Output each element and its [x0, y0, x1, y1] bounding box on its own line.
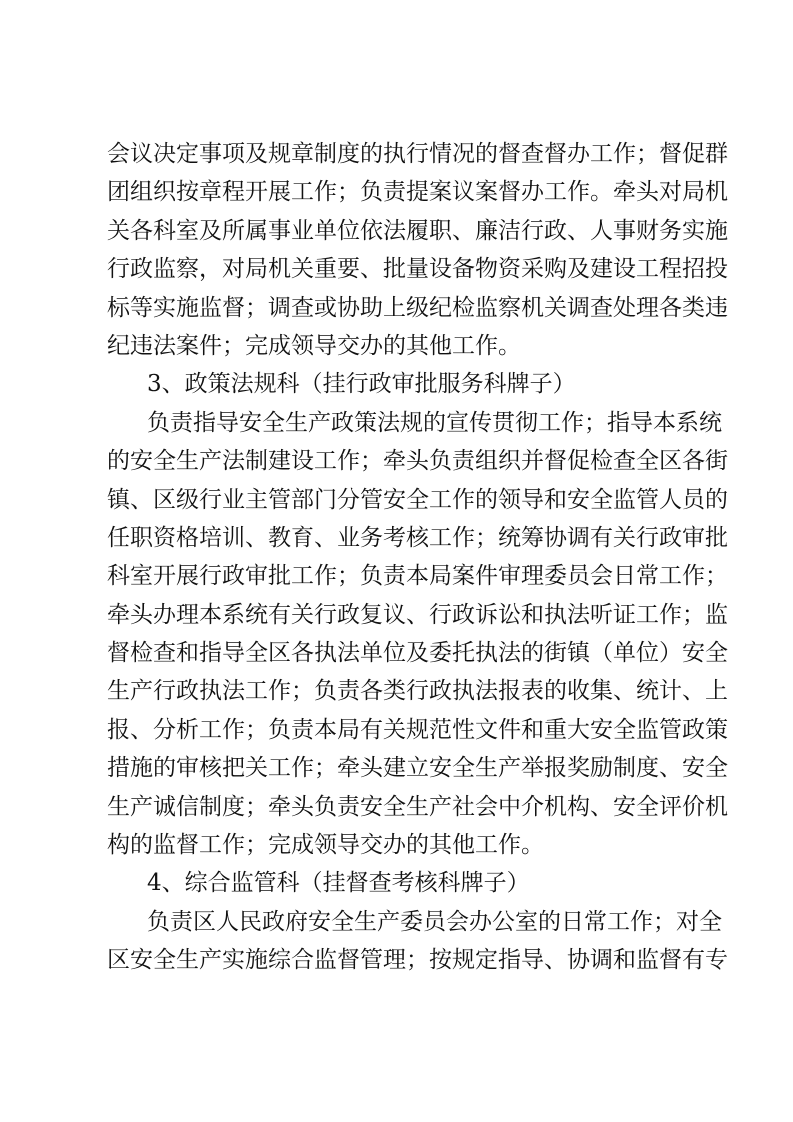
- section-heading-comprehensive-supervision: 4、综合监管科（挂督查考核科牌子）: [147, 870, 530, 897]
- text-line: 报、分析工作；负责本局有关规范性文件和重大安全监管政策: [107, 716, 728, 743]
- text-line: 措施的审核把关工作；牵头建立安全生产举报奖励制度、安全: [107, 755, 728, 782]
- text-line: 督检查和指导全区各执法单位及委托执法的街镇（单位）安全: [107, 640, 728, 667]
- text-line: 行政监察，对局机关重要、批量设备物资采购及建设工程招投: [107, 256, 728, 283]
- section-heading-policy-regulation: 3、政策法规科（挂行政审批服务科牌子）: [147, 371, 576, 398]
- text-line: 构的监督工作；完成领导交办的其他工作。: [107, 832, 544, 859]
- document-body: [107, 135, 728, 980]
- text-line: 团组织按章程开展工作；负责提案议案督办工作。牵头对局机: [107, 179, 728, 206]
- text-line: 的安全生产法制建设工作；牵头负责组织并督促检查全区各街: [107, 448, 728, 475]
- paragraph-first-line: 负责指导安全生产政策法规的宣传贯彻工作；指导本系统: [147, 409, 722, 436]
- text-line: 任职资格培训、教育、业务考核工作；统筹协调有关行政审批: [107, 524, 728, 551]
- text-line: 会议决定事项及规章制度的执行情况的督查督办工作；督促群: [107, 141, 728, 167]
- text-line: 生产诚信制度；牵头负责安全生产社会中介机构、安全评价机: [107, 793, 728, 820]
- text-line: 区安全生产实施综合监督管理；按规定指导、协调和监督有专: [107, 947, 728, 974]
- paragraph-first-line: 负责区人民政府安全生产委员会办公室的日常工作；对全: [147, 908, 722, 935]
- text-line: 生产行政执法工作；负责各类行政执法报表的收集、统计、上: [107, 678, 728, 705]
- text-line: 标等实施监督；调查或协助上级纪检监察机关调查处理各类违: [107, 294, 728, 321]
- text-line: 关各科室及所属事业单位依法履职、廉洁行政、人事财务实施: [107, 217, 728, 244]
- text-line: 科室开展行政审批工作；负责本局案件审理委员会日常工作；: [107, 563, 728, 590]
- text-line: 纪违法案件；完成领导交办的其他工作。: [107, 332, 521, 359]
- text-line: 牵头办理本系统有关行政复议、行政诉讼和执法听证工作；监: [107, 601, 728, 628]
- text-line: 镇、区级行业主管部门分管安全工作的领导和安全监管人员的: [107, 486, 728, 513]
